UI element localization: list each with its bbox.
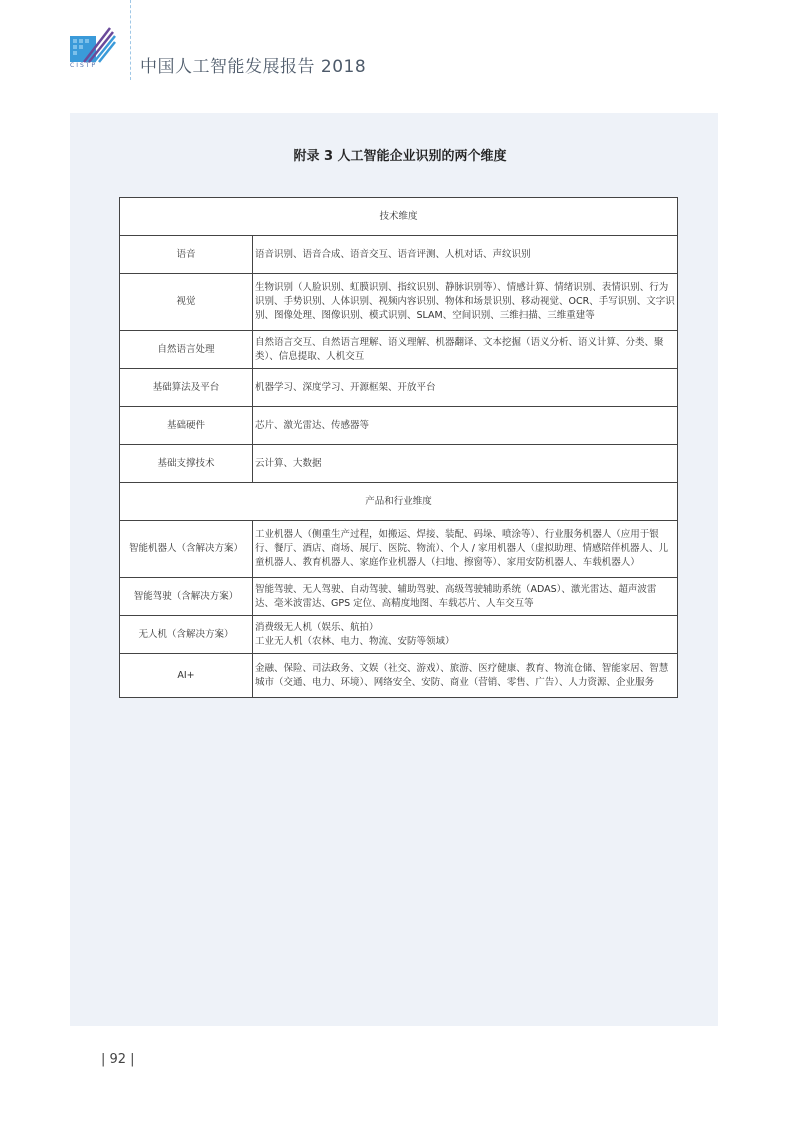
row-label: 基础支撑技术 — [120, 445, 253, 483]
table-row — [120, 445, 678, 483]
row-desc: 自然语言交互、自然语言理解、语义理解、机器翻译、文本挖掘（语义分析、语义计算、分类、聚类）、信息提取、人机交互 — [253, 331, 678, 369]
dimensions-table — [119, 197, 678, 698]
table-row — [120, 407, 678, 445]
row-label: 基础算法及平台 — [120, 369, 253, 407]
row-desc: 机器学习、深度学习、开源框架、开放平台 — [253, 369, 678, 407]
logo-caption: CISTP — [70, 62, 98, 69]
row-label: AI+ — [120, 654, 253, 698]
row-label: 自然语言处理 — [120, 331, 253, 369]
table-row — [120, 616, 678, 654]
row-label: 基础硬件 — [120, 407, 253, 445]
table-row — [120, 236, 678, 274]
section-header-row — [120, 483, 678, 521]
row-desc: 工业机器人（侧重生产过程，如搬运、焊接、装配、码垛、喷涂等）、行业服务机器人（应用于银行、餐厅、酒店、商场、展厅、医院、物流）、个人 / 家用机器人（虚拟助理、情感陪伴机器人、儿童机器人、教育机器人、家庭作业机器人（扫地、擦窗等）、家用安防机器人、车载机器人） — [253, 521, 678, 578]
desc-line: 消费级无人机（娱乐、航拍） — [255, 621, 379, 633]
row-desc: 语音识别、语音合成、语音交互、语音评测、人机对话、声纹识别 — [253, 236, 678, 274]
row-label: 语音 — [120, 236, 253, 274]
table-title: 附录 3 人工智能企业识别的两个维度 — [293, 149, 507, 164]
table-row — [120, 274, 678, 331]
header-divider — [130, 0, 131, 80]
row-label: 无人机（含解决方案） — [120, 616, 253, 654]
row-desc — [253, 616, 678, 654]
row-desc: 芯片、激光雷达、传感器等 — [253, 407, 678, 445]
table-row — [120, 521, 678, 578]
desc-line: 工业无人机（农林、电力、物流、安防等领域） — [255, 635, 455, 647]
table-row — [120, 331, 678, 369]
row-desc: 生物识别（人脸识别、虹膜识别、指纹识别、静脉识别等）、情感计算、情绪识别、表情识别、行为识别、手势识别、人体识别、视频内容识别、物体和场景识别、移动视觉、OCR、手写识别、文字识别、图像处理、图像识别、模式识别、SLAM、空间识别、三维扫描、三维重建等 — [253, 274, 678, 331]
row-label: 视觉 — [120, 274, 253, 331]
section-heading: 技术维度 — [120, 198, 678, 236]
section-header-row — [120, 198, 678, 236]
row-desc: 云计算、大数据 — [253, 445, 678, 483]
section-heading: 产品和行业维度 — [120, 483, 678, 521]
table-row — [120, 578, 678, 616]
row-desc: 金融、保险、司法政务、文娱（社交、游戏）、旅游、医疗健康、教育、物流仓储、智能家居、智慧城市（交通、电力、环境）、网络安全、安防、商业（营销、零售、广告）、人力资源、企业服务 — [253, 654, 678, 698]
report-title: 中国人工智能发展报告 2018 — [140, 57, 367, 77]
row-label: 智能驾驶（含解决方案） — [120, 578, 253, 616]
table-row — [120, 369, 678, 407]
table-row — [120, 654, 678, 698]
page-number: | 92 | — [101, 1052, 135, 1067]
row-label: 智能机器人（含解决方案） — [120, 521, 253, 578]
row-desc: 智能驾驶、无人驾驶、自动驾驶、辅助驾驶、高级驾驶辅助系统（ADAS）、激光雷达、超声波雷达、毫米波雷达、GPS 定位、高精度地图、车载芯片、人车交互等 — [253, 578, 678, 616]
